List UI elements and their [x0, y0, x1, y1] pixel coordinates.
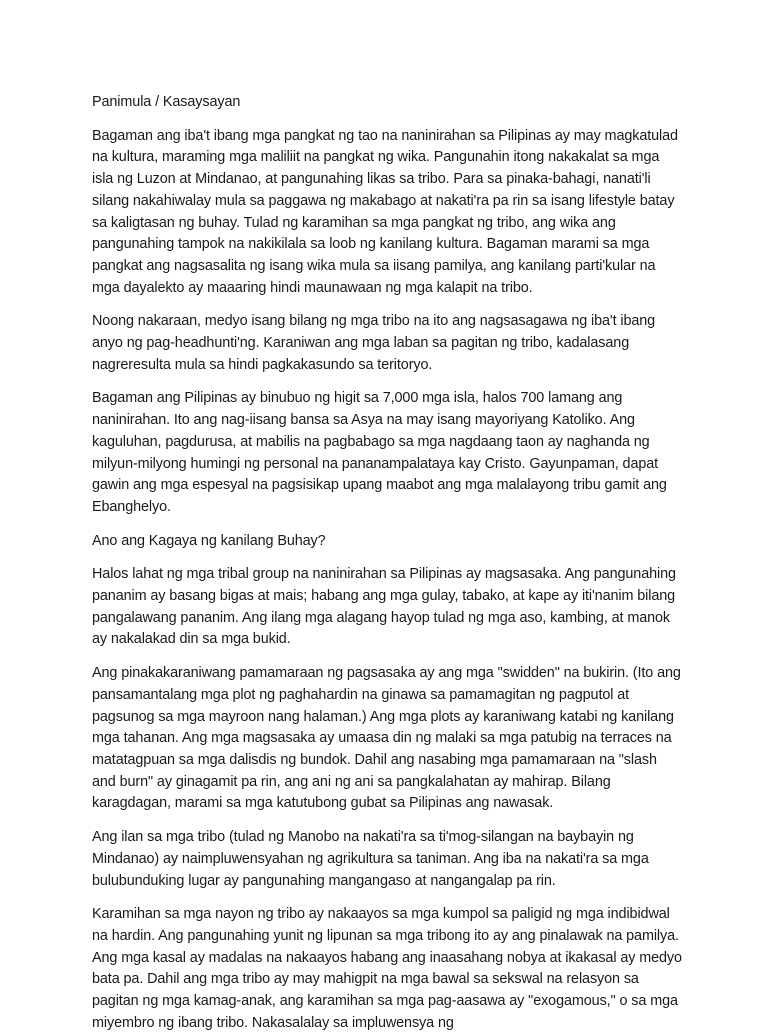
section-heading-introduction: Panimula / Kasaysayan [92, 94, 241, 110]
paragraph-manobo: Ang ilan sa mga tribo (tulad ng Manobo na nakati'ra sa ti'mog-silangan na baybayin ng Mindanao) ay naimpluwensyahan ng agrikultura sa taniman. Ang iba na nakati'ra sa mga bulubunduking lugar ay pangunahing mangangaso at nangangalap pa rin. [92, 829, 649, 889]
paragraph-headhunting: Noong nakaraan, medyo isang bilang ng mga tribo na ito ang nagsasagawa ng iba't ibang anyo ng pag-headhunti'ng. Karaniwan ang mga laban sa pagitan ng tribo, kadalasang nagreresulta mula sa hindi pagkakasundo sa teritoryo. [92, 313, 656, 373]
paragraph-swidden: Ang pinakakaraniwang pamamaraan ng pagsasaka ay ang mga "swidden" na bukirin. (Ito ang pansamantalang mga plot ng paghahardin na ginawa sa pamamagitan ng pagputol at pagsunog sa mga mayroon nang halaman.) Ang mga plots ay karaniwang katabi ng kanilang mga tahanan. Ang mga magsasaka ay umaasa din ng malaki sa mga patubig na terraces na matatagpuan sa mga dalisdis ng bundok. Dahil ang nasabing mga pamamaraan na "slash and burn" ay ginagamit pa rin, ang ani ng ani sa pangkalahatan ay mahirap. Bilang karagdagan, marami sa mga katutubong gubat sa Pilipinas ang nawasak. [92, 665, 681, 812]
paragraph-villages: Karamihan sa mga nayon ng tribo ay nakaayos sa mga kumpol sa paligid ng mga indibidwal na hardin. Ang pangunahing yunit ng lipunan sa mga tribong ito ay ang pinalawak na pamilya. Ang mga kasal ay madalas na nakaayos habang ang inaasahang nobya at ikakasal ay medyo bata pa. Dahil ang mga tribo ay may mahigpit na mga bawal sa sekswal na relasyon sa pagitan ng mga kamag-anak, ang karamihan sa mga pag-aasawa ay "exogamous," o sa mga miyembro ng ibang tribo. Nakasalalay sa impluwensya ng [92, 906, 682, 1031]
section-heading-life: Ano ang Kagaya ng kanilang Buhay? [92, 532, 326, 549]
paragraph-islands: Bagaman ang Pilipinas ay binubuo ng higit sa 7,000 mga isla, halos 700 lamang ang naninirahan. Ito ang nag-iisang bansa sa Asya na may isang mayoriyang Katoliko. Ang kaguluhan, pagdurusa, at mabilis na pagbabago sa mga nagdaang taon ay naghanda ng milyun-milyong humingi ng personal na pananampalataya kay Cristo. Gayunpaman, dapat gawin ang mga espesyal na pagsisikap upang maabot ang mga malalayong tribu gamit ang Ebanghelyo. [92, 390, 667, 515]
paragraph-overview: Bagaman ang iba't ibang mga pangkat ng tao na naninirahan sa Pilipinas ay may magkatulad na kultura, maraming mga maliliit na pangkat ng wika. Pangunahin itong nakakalat sa mga isla ng Luzon at Mindanao, at pangunahing likas sa tribo. Para sa pinaka-bahagi, nanati'li silang nakahiwalay mula sa paggawa ng makabago at nakati'ra pa rin sa isang lifestyle batay sa kaligtasan ng buhay. Tulad ng karamihan sa mga pangkat ng tribo, ang wika ang pangunahing tampok na nakikilala sa loob ng kanilang kultura. Bagaman marami sa mga pangkat ang nagsasalita ng isang wika mula sa iisang pamilya, ang kanilang parti'kular na mga dayalekto ay maaaring hindi maunawaan ng mga kalapit na tribo. [92, 127, 678, 296]
paragraph-farming: Halos lahat ng mga tribal group na naninirahan sa Pilipinas ay magsasaka. Ang pangunahing pananim ay basang bigas at mais; habang ang mga gulay, tabako, at kape ay iti'nanim bilang pangalawang pananim. Ang ilang mga alagang hayop tulad ng mga aso, kambing, at manok ay nakalakad din sa mga bukid. [92, 566, 676, 648]
